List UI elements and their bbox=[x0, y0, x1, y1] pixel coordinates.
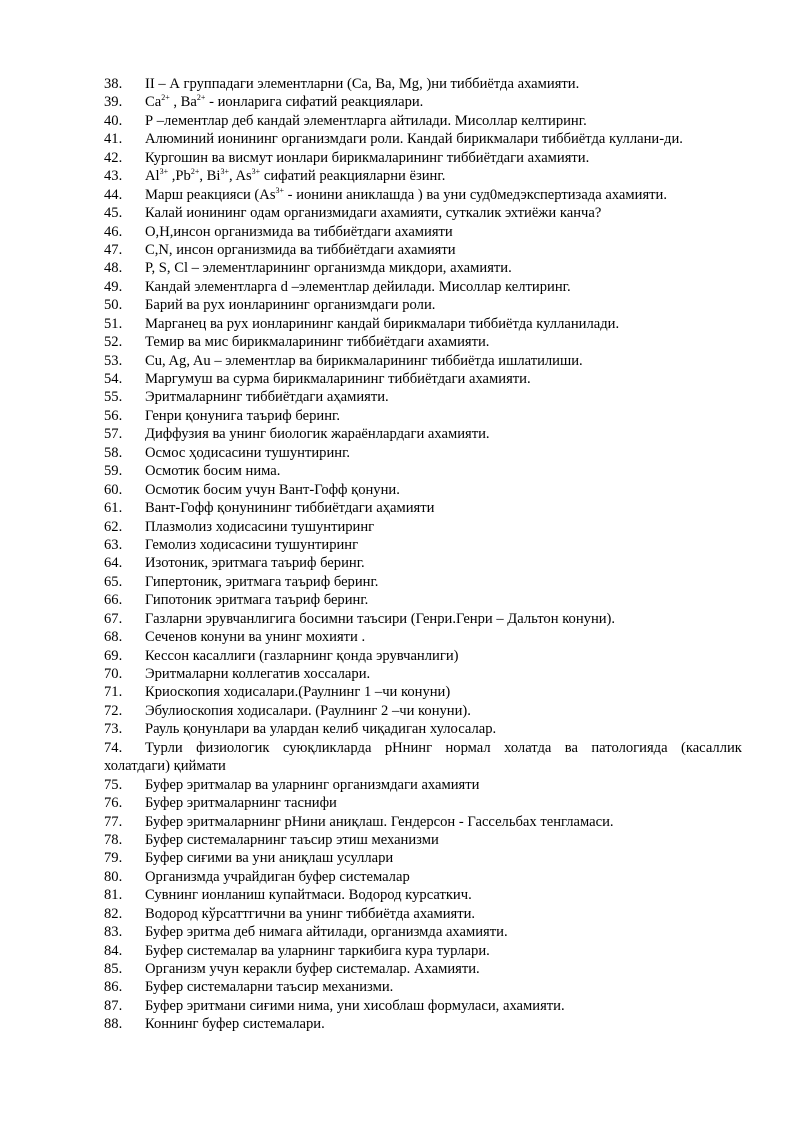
item-number: 76. bbox=[104, 795, 123, 812]
item-number: 39. bbox=[104, 94, 123, 111]
item-number: 56. bbox=[104, 407, 123, 424]
item-text: Криоскопия ходисалари.(Раулнинг 1 –чи конуни) bbox=[145, 684, 451, 701]
item-text: Марш реакцияси ($As^{3+}$ - ионини аниклашда ) ва уни суд0медэкспертизада ахамияти. bbox=[145, 185, 668, 203]
item-number: 41. bbox=[104, 131, 123, 148]
list-item bbox=[0, 186, 800, 204]
item-text: Осмотик босим учун Вант-Гофф қонуни. bbox=[145, 481, 400, 498]
list-item bbox=[0, 536, 800, 554]
item-number: 47. bbox=[104, 241, 123, 258]
item-number: 58. bbox=[104, 444, 123, 461]
item-number: 48. bbox=[104, 260, 123, 277]
list-item bbox=[0, 942, 800, 960]
item-text: Эритмаларни коллегатив хоссалари. bbox=[145, 666, 371, 682]
item-number: 72. bbox=[104, 702, 123, 719]
item-number: 67. bbox=[104, 610, 123, 627]
list-item bbox=[0, 831, 800, 849]
item-number: 54. bbox=[104, 371, 123, 387]
item-text: Рауль қонунлари ва улардан келиб чиқадиган хулосалар. bbox=[145, 721, 497, 738]
item-number: 86. bbox=[104, 979, 123, 996]
list-item bbox=[0, 93, 800, 111]
list-item bbox=[0, 425, 800, 443]
item-number: 80. bbox=[104, 868, 123, 885]
item-number: 81. bbox=[104, 887, 123, 904]
item-text: Гипотоник эритмага таъриф беринг. bbox=[145, 592, 369, 609]
list-item bbox=[0, 112, 800, 130]
list-item bbox=[0, 278, 800, 296]
item-text: Темир ва мис бирикмаларининг тиббиётдаги ахамияти. bbox=[145, 334, 490, 351]
item-text: Буфер эритмаларнинг таснифи bbox=[145, 795, 337, 812]
list-item bbox=[0, 518, 800, 536]
item-text: Организм учун керакли буфер системалар. Ахамияти. bbox=[145, 961, 480, 977]
item-text: Эбулиоскопия ходисалари. (Раулнинг 2 –чи конуни). bbox=[145, 702, 471, 719]
list-item bbox=[0, 204, 800, 222]
list-item bbox=[0, 481, 800, 499]
item-text: Турли физиологик суюқликларда рНнинг нормал холатда ва патологияда (касаллик bbox=[145, 739, 742, 756]
list-item bbox=[0, 167, 800, 185]
list-item bbox=[0, 407, 800, 425]
item-text: Генри қонунига таъриф беринг. bbox=[145, 407, 340, 424]
item-number: 43. bbox=[104, 168, 123, 185]
list-item bbox=[0, 647, 800, 665]
list-item bbox=[0, 849, 800, 867]
list-item bbox=[0, 259, 800, 277]
item-number: 70. bbox=[104, 666, 123, 682]
list-item bbox=[0, 776, 800, 794]
item-text: Буфер эритмалар ва уларнинг организмдаги ахамияти bbox=[145, 776, 480, 793]
item-number: 61. bbox=[104, 500, 123, 517]
item-text: Cu, Ag, Au – элементлар ва бирикмаларининг тиббиётда ишлатилиши. bbox=[145, 352, 583, 369]
list-item bbox=[0, 388, 800, 406]
item-text: Буфер сиғими ва уни аниқлаш усуллари bbox=[145, 850, 394, 867]
list-item bbox=[0, 813, 800, 831]
item-number: 77. bbox=[104, 813, 123, 830]
item-text: II – А группадаги элементларни (Ca, Ba, Mg, )ни тиббиётда ахамияти. bbox=[145, 76, 580, 92]
item-number: 49. bbox=[104, 278, 123, 295]
list-item bbox=[0, 223, 800, 241]
item-number: 73. bbox=[104, 721, 123, 738]
item-text: Эритмаларнинг тиббиётдаги аҳамияти. bbox=[145, 389, 389, 406]
item-number: 62. bbox=[104, 518, 123, 535]
item-number: 45. bbox=[104, 205, 123, 222]
list-item bbox=[0, 960, 800, 978]
list-item bbox=[0, 665, 800, 683]
item-number: 50. bbox=[104, 297, 123, 314]
item-number: 46. bbox=[104, 223, 123, 240]
list-item bbox=[0, 573, 800, 591]
item-number: 71. bbox=[104, 684, 123, 701]
item-number: 52. bbox=[104, 334, 123, 351]
list-item bbox=[0, 628, 800, 646]
list-item bbox=[0, 75, 800, 93]
item-text: Осмос ҳодисасини тушунтиринг. bbox=[145, 444, 351, 461]
list-item bbox=[0, 130, 800, 148]
item-text: Организмда учрайдиган буфер системалар bbox=[145, 868, 410, 885]
item-number: 44. bbox=[104, 186, 123, 203]
item-text: Р –лементлар деб кандай элементларга айтилади. Мисоллар келтиринг. bbox=[145, 112, 587, 129]
item-text: Осмотик босим нима. bbox=[145, 463, 281, 480]
item-number: 40. bbox=[104, 112, 123, 129]
item-number: 78. bbox=[104, 831, 123, 848]
item-number: 57. bbox=[104, 426, 123, 443]
item-text: Газларни эрувчанлигига босимни таъсири (Генри.Генри – Дальтон конуни). bbox=[145, 610, 616, 627]
list-item bbox=[0, 462, 800, 480]
item-text: Буфер системалар ва уларнинг таркибига кура турлари. bbox=[145, 942, 490, 959]
list-item bbox=[0, 352, 800, 370]
list-item bbox=[0, 978, 800, 996]
item-number: 85. bbox=[104, 961, 123, 977]
item-number: 83. bbox=[104, 924, 123, 941]
list-item-continuation bbox=[0, 757, 800, 775]
item-text: Кандай элементларга d –элементлар дейилади. Мисоллар келтиринг. bbox=[145, 278, 571, 295]
item-number: 84. bbox=[104, 942, 123, 959]
item-text: Маргумуш ва сурма бирикмаларининг тиббиётдаги ахамияти. bbox=[145, 371, 531, 387]
list-item bbox=[0, 241, 800, 259]
item-number: 59. bbox=[104, 463, 123, 480]
item-number: 79. bbox=[104, 850, 123, 867]
item-text: Буфер эритмаларнинг рНини аниқлаш. Гендерсон - Гассельбах тенгламаси. bbox=[145, 813, 614, 830]
item-text: Коннинг буфер системалари. bbox=[145, 1016, 325, 1033]
item-number: 74. bbox=[104, 739, 123, 756]
item-number: 51. bbox=[104, 315, 123, 332]
item-text: Калай ионининг одам организмидаги ахамияти, суткалик эхтиёжи канча? bbox=[145, 205, 602, 222]
item-number: 53. bbox=[104, 352, 123, 369]
item-text: Вант-Гофф қонунининг тиббиётдаги аҳамияти bbox=[145, 500, 435, 517]
list-item bbox=[0, 610, 800, 628]
list-item bbox=[0, 591, 800, 609]
list-item bbox=[0, 794, 800, 812]
item-number: 60. bbox=[104, 481, 123, 498]
item-text: Водород кўрсаттгични ва унинг тиббиётда ахамияти. bbox=[145, 905, 476, 922]
list-item bbox=[0, 683, 800, 701]
item-number: 69. bbox=[104, 647, 123, 664]
item-number: 55. bbox=[104, 389, 123, 406]
item-number: 66. bbox=[104, 592, 123, 609]
list-item bbox=[0, 333, 800, 351]
item-text: Кургошин ва висмут ионлари бирикмаларининг тиббиётдаги ахамияти. bbox=[145, 149, 590, 166]
item-text: Гипертоник, эритмага таъриф беринг. bbox=[145, 573, 379, 590]
item-number: 68. bbox=[104, 629, 123, 646]
item-number: 88. bbox=[104, 1016, 123, 1033]
list-item bbox=[0, 149, 800, 167]
question-list bbox=[0, 75, 800, 1034]
item-number: 82. bbox=[104, 905, 123, 922]
list-item bbox=[0, 905, 800, 923]
list-item bbox=[0, 444, 800, 462]
list-item bbox=[0, 923, 800, 941]
item-text: $Ca^{2+}$ , $Ba^{2+}$ - ионларига сифатий реакциялари. bbox=[145, 93, 424, 111]
item-text: $Al^{3+}$ $,Pb^{2+}$, $Bi^{3+}$, $As^{3+}$ сифатий реакцияларни ёзинг. bbox=[145, 167, 446, 185]
list-item bbox=[0, 720, 800, 738]
item-number: 38. bbox=[104, 76, 123, 92]
list-item bbox=[0, 997, 800, 1015]
list-item bbox=[0, 739, 800, 757]
item-text: Сувнинг ионланиш купайтмаси. Водород курсаткич. bbox=[145, 887, 472, 904]
item-text: Буфер системаларни таъсир механизми. bbox=[145, 979, 394, 996]
list-item bbox=[0, 315, 800, 333]
list-item bbox=[0, 1015, 800, 1033]
item-text: Диффузия ва унинг биологик жараёнлардаги ахамияти. bbox=[145, 426, 490, 443]
item-text: Сеченов конуни ва унинг мохияти . bbox=[145, 629, 366, 646]
list-item bbox=[0, 296, 800, 314]
list-item bbox=[0, 702, 800, 720]
item-text: Марганец ва рух ионларининг кандай бирикмалари тиббиётда кулланилади. bbox=[145, 315, 620, 332]
item-number: 64. bbox=[104, 555, 123, 572]
item-number: 65. bbox=[104, 573, 123, 590]
item-text: Барий ва рух ионларининг организмдаги роли. bbox=[145, 297, 436, 314]
list-item bbox=[0, 499, 800, 517]
list-item bbox=[0, 554, 800, 572]
item-number: 87. bbox=[104, 997, 123, 1014]
item-text: Плазмолиз ходисасини тушунтиринг bbox=[145, 518, 375, 535]
item-text-continued: холатдаги) қиймати bbox=[104, 758, 226, 775]
item-text: P, S, Cl – элементларининг организмда микдори, ахамияти. bbox=[145, 260, 512, 277]
item-number: 63. bbox=[104, 536, 123, 553]
item-text: Буфер эритма деб нимага айтилади, организмда ахамияти. bbox=[145, 924, 508, 941]
list-item bbox=[0, 868, 800, 886]
item-number: 75. bbox=[104, 776, 123, 793]
item-text: Буфер системаларнинг таъсир этиш механизми bbox=[145, 831, 439, 848]
list-item bbox=[0, 370, 800, 388]
item-text: O,H,инсон организмида ва тиббиётдаги ахамияти bbox=[145, 223, 453, 240]
item-text: Гемолиз ходисасини тушунтиринг bbox=[145, 536, 359, 553]
item-number: 42. bbox=[104, 149, 123, 166]
item-text: Буфер эритмани сиғими нима, уни хисоблаш формуласи, ахамияти. bbox=[145, 997, 565, 1014]
item-text: C,N, инсон организмида ва тиббиётдаги ахамияти bbox=[145, 241, 456, 258]
list-item bbox=[0, 886, 800, 904]
item-text: Алюминий ионининг организмдаги роли. Кандай бирикмалари тиббиётда куллани-ди. bbox=[145, 131, 683, 148]
item-text: Кессон касаллиги (газларнинг қонда эрувчанлиги) bbox=[145, 647, 459, 664]
item-text: Изотоник, эритмага таъриф беринг. bbox=[145, 555, 365, 572]
